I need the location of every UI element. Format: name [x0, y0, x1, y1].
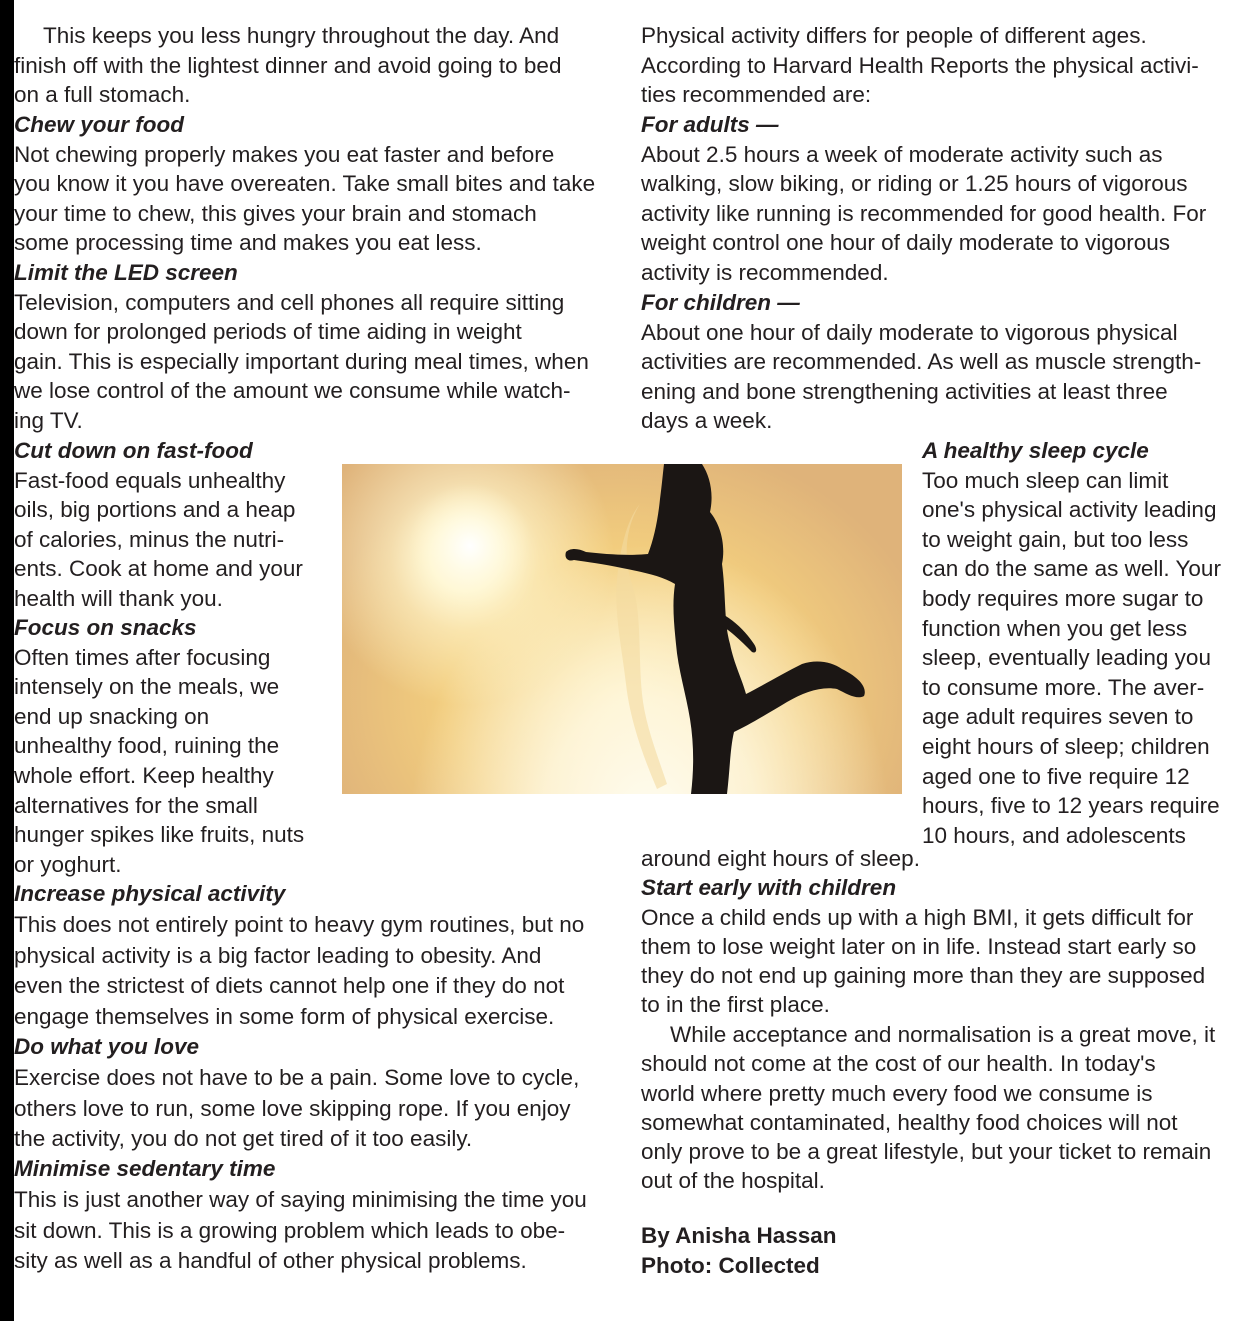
byline: [641, 1221, 837, 1280]
text-line: somewhat contaminated, healthy food choices will not: [641, 1109, 1178, 1135]
section-heading: Cut down on fast-food: [14, 438, 253, 463]
sun-flare: [408, 484, 532, 608]
closing-paragraph: [641, 1020, 1215, 1196]
section-heading: Increase physical activity: [14, 881, 286, 906]
text-line: end up snacking on: [14, 703, 210, 729]
text-line: This does not entirely point to heavy gym routines, but no: [14, 911, 585, 937]
text-line: sleep, eventually leading you: [922, 645, 1211, 671]
text-line: weight control one hour of daily moderate to vigorous: [641, 230, 1171, 256]
text-line: they do not end up gaining more than they are supposed: [641, 963, 1206, 989]
text-line: down for prolonged periods of time aiding in weight: [14, 319, 522, 345]
article-photo: [342, 464, 902, 794]
text-line: sit down. This is a growing problem which leads to obe-: [14, 1217, 566, 1243]
text-line: the activity, you do not get tired of it too easily.: [14, 1126, 473, 1152]
text-line: ing TV.: [14, 407, 83, 433]
text-line: only prove to be a great lifestyle, but your ticket to remain: [641, 1139, 1212, 1165]
text-line: function when you get less: [922, 615, 1188, 641]
text-line: Exercise does not have to be a pain. Some love to cycle,: [14, 1064, 580, 1090]
text-line: your time to chew, this gives your brain and stomach: [14, 200, 537, 226]
text-line: some processing time and makes you eat less.: [14, 230, 482, 256]
sleep-tail-and-early-section: [641, 844, 1205, 1020]
chew-section: [14, 110, 595, 258]
section-heading: Do what you love: [14, 1034, 200, 1059]
text-line: eight hours of sleep; children: [922, 733, 1210, 759]
text-line: Too much sleep can limit: [922, 467, 1169, 493]
text-line: 10 hours, and adolescents: [922, 822, 1186, 848]
text-line: walking, slow biking, or riding or 1.25 hours of vigorous: [641, 171, 1188, 197]
text-line: days a week.: [641, 408, 773, 434]
text-line: or yoghurt.: [14, 851, 122, 877]
section-heading: For adults —: [641, 112, 779, 137]
section-heading: Chew your food: [14, 112, 184, 137]
text-line: This keeps you less hungry throughout the day. And: [43, 23, 560, 48]
text-line: to weight gain, but too less: [922, 526, 1189, 552]
text-line: Physical activity differs for people of different ages.: [641, 23, 1147, 48]
text-line: them to lose weight later on in life. Instead start early so: [641, 933, 1197, 959]
text-line: should not come at the cost of our health. In today's: [641, 1051, 1156, 1077]
text-line: sity as well as a handful of other physical problems.: [14, 1248, 527, 1274]
section-heading: For children —: [641, 290, 800, 315]
text-line: Television, computers and cell phones all require sitting: [14, 289, 565, 315]
children-section: [641, 288, 1201, 436]
text-line: oils, big portions and a heap: [14, 497, 296, 523]
text-line: Not chewing properly makes you eat faster and before: [14, 141, 555, 167]
byline-photo-credit: Photo: Collected: [641, 1252, 820, 1278]
fastfood-section: [14, 436, 303, 614]
love-section: [14, 1032, 579, 1155]
text-line: ties recommended are:: [641, 82, 872, 108]
text-line: Often times after focusing: [14, 644, 271, 670]
text-line: whole effort. Keep healthy: [14, 762, 274, 788]
text-line: Fast-food equals unhealthy: [14, 467, 286, 493]
text-line: even the strictest of diets cannot help one if they do not: [14, 973, 565, 999]
section-heading: Minimise sedentary time: [14, 1156, 276, 1181]
text-line: on a full stomach.: [14, 82, 191, 108]
text-line: About one hour of daily moderate to vigorous physical: [641, 319, 1178, 345]
text-line: intensely on the meals, we: [14, 674, 280, 700]
text-line: of calories, minus the nutri-: [14, 526, 285, 552]
text-line: gain. This is especially important during meal times, when: [14, 348, 589, 374]
sleep-section: [922, 436, 1221, 850]
left-intro-paragraph: [14, 21, 561, 110]
page-edge-bar: [0, 0, 14, 1321]
text-line: to consume more. The aver-: [922, 674, 1205, 700]
text-line: others love to run, some love skipping rope. If you enjoy: [14, 1095, 571, 1121]
section-heading: Focus on snacks: [14, 615, 197, 640]
text-line: around eight hours of sleep.: [641, 846, 920, 871]
text-line: ents. Cook at home and your: [14, 556, 303, 582]
text-line: physical activity is a big factor leading to obesity. And: [14, 942, 542, 968]
activity-section: [14, 879, 584, 1033]
text-line: According to Harvard Health Reports the physical activi-: [641, 52, 1199, 78]
text-line: world where pretty much every food we consume is: [641, 1080, 1153, 1106]
text-line: can do the same as well. Your: [922, 556, 1221, 582]
text-line: age adult requires seven to: [922, 704, 1194, 730]
right-intro-paragraph: [641, 21, 1199, 110]
adults-section: [641, 110, 1206, 288]
snacks-section: [14, 613, 304, 879]
text-line: you know it you have overeaten. Take small bites and take: [14, 171, 596, 197]
section-heading: Limit the LED screen: [14, 260, 238, 285]
sedentary-section: [14, 1154, 587, 1277]
silhouette-illustration: [342, 464, 902, 794]
led-section: [14, 258, 589, 436]
text-line: we lose control of the amount we consume while watch-: [14, 378, 571, 404]
text-line: This is just another way of saying minimising the time you: [14, 1186, 587, 1212]
text-line: engage themselves in some form of physical exercise.: [14, 1004, 555, 1030]
text-line: one's physical activity leading: [922, 497, 1217, 523]
text-line: Once a child ends up with a high BMI, it gets difficult for: [641, 904, 1194, 930]
text-line: ening and bone strengthening activities at least three: [641, 378, 1168, 404]
text-line: alternatives for the small: [14, 792, 258, 818]
text-line: aged one to five require 12: [922, 763, 1190, 789]
text-line: out of the hospital.: [641, 1168, 825, 1194]
text-line: About 2.5 hours a week of moderate activity such as: [641, 141, 1163, 167]
byline-author: By Anisha Hassan: [641, 1223, 837, 1248]
text-line: While acceptance and normalisation is a great move, it: [670, 1022, 1216, 1047]
text-line: to in the first place.: [641, 992, 830, 1018]
text-line: unhealthy food, ruining the: [14, 733, 280, 759]
section-heading: A healthy sleep cycle: [922, 438, 1149, 463]
text-line: activity like running is recommended for good health. For: [641, 200, 1207, 226]
text-line: finish off with the lightest dinner and avoid going to bed: [14, 52, 562, 78]
text-line: hours, five to 12 years require: [922, 793, 1220, 819]
text-line: health will thank you.: [14, 585, 223, 611]
text-line: activity is recommended.: [641, 259, 889, 285]
text-line: activities are recommended. As well as muscle strength-: [641, 349, 1202, 375]
text-line: body requires more sugar to: [922, 585, 1204, 611]
leaping-woman-silhouette: [565, 464, 864, 794]
text-line: hunger spikes like fruits, nuts: [14, 822, 305, 848]
section-heading: Start early with children: [641, 875, 897, 901]
